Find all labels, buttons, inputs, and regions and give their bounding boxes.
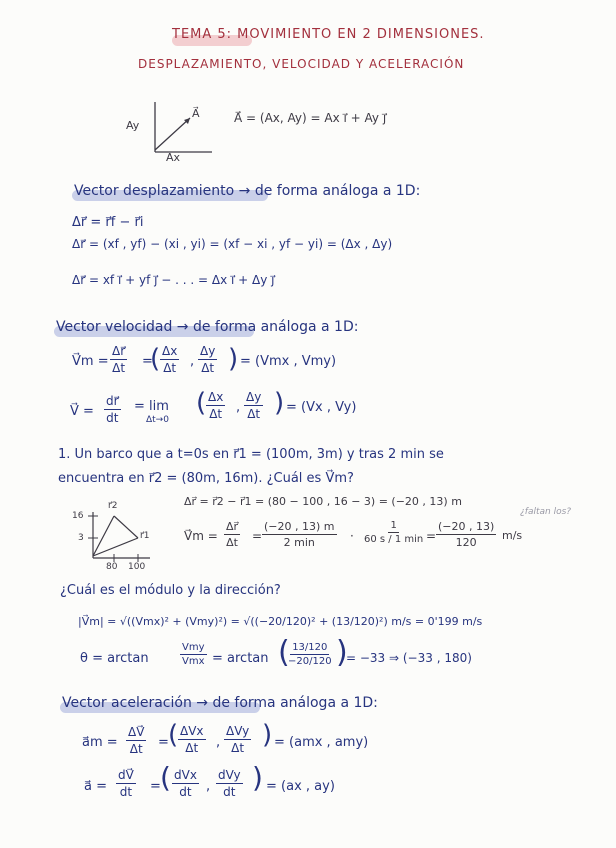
acceleration-heading: Vector aceleración → de forma análoga a 1D: — [62, 695, 378, 711]
vm-part-2 — [198, 344, 217, 375]
vm-part-2-num: Δy — [200, 344, 216, 358]
am-lhs: a⃗m = — [82, 735, 118, 750]
theta-frac-2 — [288, 642, 332, 667]
a-fraction-den: dt — [119, 785, 133, 799]
diagram-x80-label: 80 — [106, 562, 118, 572]
v-comma: , — [236, 400, 241, 415]
calc2-frac-1-num: Δr⃗ — [226, 520, 239, 533]
vm-part-1-num: Δx — [162, 344, 178, 358]
vm-eq: = — [142, 354, 153, 369]
theta-frac-1-num: Vmy — [182, 642, 205, 653]
v-rhs: = (Vx , Vy) — [286, 400, 357, 415]
a-part-2-den: dt — [223, 785, 236, 799]
calc2-frac-3-num: 1 — [390, 520, 397, 531]
am-paren-close: ) — [262, 720, 273, 750]
margin-note: ¿faltan los? — [520, 507, 572, 517]
v-paren-open: ( — [196, 388, 207, 418]
am-part-2-num: ΔVy — [226, 724, 250, 738]
diagram-y3-label: 3 — [78, 533, 84, 543]
am-fraction-num: ΔV⃗ — [128, 725, 145, 739]
calc2-frac-1 — [224, 520, 240, 549]
am-comma: , — [216, 735, 221, 750]
vm-part-2-den: Δt — [201, 361, 215, 375]
v-paren-close: ) — [274, 388, 285, 418]
v-lim-sub: Δt→0 — [146, 415, 169, 425]
theta-frac-2-den: −20/120 — [288, 656, 332, 667]
v-part-1-den: Δt — [209, 407, 223, 421]
calc2-frac-3 — [364, 520, 423, 545]
displacement-heading: Vector desplazamiento → de forma análoga a 1D: — [74, 183, 421, 199]
velocity-heading: Vector velocidad → de forma análoga a 1D: — [56, 319, 359, 335]
diagram-r2-label: r⃗2 — [108, 501, 118, 511]
vm-fraction-num: Δr⃗ — [112, 344, 126, 358]
theta-rhs: = −33 ⇒ (−33 , 180) — [346, 651, 472, 665]
a-part-1 — [172, 768, 199, 799]
calc2-frac-2-num: (−20 , 13) m — [264, 520, 335, 533]
intro-label-vector: A⃗ — [192, 107, 200, 120]
theta-lhs: θ = arctan — [80, 651, 149, 666]
am-part-1-num: ΔVx — [180, 724, 204, 738]
a-part-1-num: dVx — [174, 768, 197, 782]
calc2-frac-4-num: (−20 , 13) — [438, 520, 495, 533]
theta-mid: = arctan — [212, 651, 269, 666]
am-part-1 — [178, 724, 206, 755]
calc2-lhs: V⃗m = — [184, 529, 218, 543]
diagram-x100-label: 100 — [128, 562, 146, 572]
modulus-line: |V⃗m| = √((Vmx)² + (Vmy)²) = √((−20/120)² + (13/120)²) m/s = 0'199 m/s — [78, 615, 483, 628]
v-fraction — [104, 394, 121, 425]
am-fraction — [126, 725, 146, 756]
vm-fraction — [110, 344, 127, 375]
diagram-r1-label: r⃗1 — [140, 531, 150, 541]
theta-frac-1-den: Vmx — [182, 656, 205, 667]
calc2-dot: · — [350, 529, 354, 543]
v-lim: = lim — [134, 399, 169, 414]
calc2-eq-1: = — [252, 529, 263, 543]
a-part-1-den: dt — [179, 785, 192, 799]
am-part-2-den: Δt — [231, 741, 245, 755]
a-part-2 — [216, 768, 243, 799]
vm-part-1-den: Δt — [163, 361, 177, 375]
problem-calc-1: Δr⃗ = r⃗2 − r⃗1 = (80 − 100 , 16 − 3) = (−20 , 13) m — [184, 495, 462, 508]
theta-frac-1 — [180, 642, 207, 667]
calc2-frac-4 — [436, 520, 496, 549]
vm-rhs: = (Vmx , Vmy) — [240, 354, 337, 369]
diagram-y16-label: 16 — [72, 511, 84, 521]
v-part-2 — [244, 390, 263, 421]
v-part-2-num: Δy — [246, 390, 262, 404]
vm-comma: , — [190, 354, 195, 369]
calc2-frac-3-den: 60 s / 1 min — [364, 534, 424, 545]
calc2-eq-2: = — [426, 529, 437, 543]
a-comma: , — [206, 779, 211, 794]
problem-statement-line-2: encuentra en r⃗2 = (80m, 16m). ¿Cuál es V⃗m? — [58, 471, 354, 486]
page-title: TEMA 5: MOVIMIENTO EN 2 DIMENSIONES. — [172, 27, 485, 42]
a-paren-close: ) — [252, 761, 263, 794]
displacement-line-1: Δr⃗ = r⃗f − r⃗i — [72, 215, 144, 230]
theta-paren-open: ( — [278, 635, 290, 670]
calc2-frac-1-den: Δt — [226, 536, 238, 549]
page-subtitle: DESPLAZAMIENTO, VELOCIDAD Y ACELERACIÓN — [138, 57, 465, 71]
am-part-2 — [224, 724, 251, 755]
displacement-line-2: Δr⃗ = (xf , yf) − (xi , yi) = (xf − xi , yf − yi) = (Δx , Δy) — [72, 237, 393, 251]
theta-frac-2-num: 13/120 — [292, 642, 328, 653]
vm-fraction-den: Δt — [112, 361, 126, 375]
a-eq: = — [150, 779, 161, 794]
am-eq: = — [158, 735, 169, 750]
displacement-line-3: Δr⃗ = xf i⃗ + yf j⃗ − . . . = Δx i⃗ + Δy j⃗ — [72, 273, 275, 287]
intro-label-ay: Ay — [126, 119, 140, 132]
am-paren-open: ( — [168, 720, 179, 750]
a-part-2-num: dVy — [218, 768, 241, 782]
problem-statement-line-1: 1. Un barco que a t=0s en r⃗1 = (100m, 3m) y tras 2 min se — [58, 447, 444, 462]
calc2-frac-2 — [262, 520, 337, 549]
v-fraction-den: dt — [106, 411, 119, 425]
vm-part-1 — [160, 344, 179, 375]
a-rhs: = (ax , ay) — [266, 779, 335, 794]
am-fraction-den: Δt — [129, 742, 143, 756]
a-fraction-num: dV⃗ — [118, 768, 134, 782]
v-part-1-num: Δx — [208, 390, 224, 404]
problem-question-2: ¿Cuál es el módulo y la dirección? — [60, 583, 281, 598]
am-rhs: = (amx , amy) — [274, 735, 369, 750]
a-fraction — [116, 768, 136, 799]
v-fraction-num: dr⃗ — [106, 394, 119, 408]
vm-paren-open: ( — [150, 344, 161, 374]
theta-paren-close: ) — [336, 635, 348, 670]
calc2-frac-2-den: 2 min — [283, 536, 315, 549]
vm-lhs: V⃗m = — [72, 354, 109, 369]
intro-label-ax: Ax — [166, 151, 181, 164]
calc2-frac-4-den: 120 — [455, 536, 477, 549]
intro-formula: A⃗ = (Ax, Ay) = Ax i⃗ + Ay j⃗ — [234, 111, 387, 125]
calc2-unit: m/s — [502, 529, 523, 542]
a-paren-open: ( — [160, 761, 171, 794]
vm-paren-close: ) — [228, 344, 239, 374]
am-part-1-den: Δt — [185, 741, 199, 755]
a-lhs: a⃗ = — [84, 779, 107, 794]
v-lhs: V⃗ = — [70, 404, 94, 419]
v-part-2-den: Δt — [247, 407, 261, 421]
v-part-1 — [206, 390, 225, 421]
